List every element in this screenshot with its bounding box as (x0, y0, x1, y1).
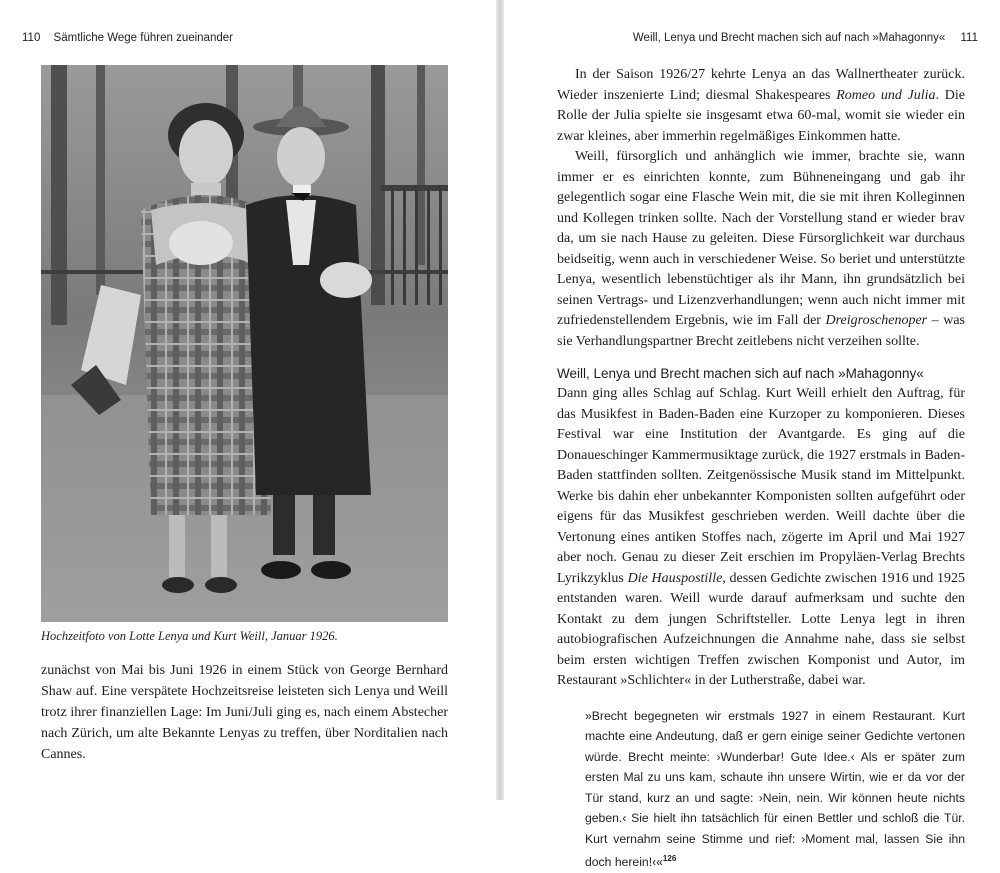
paragraph-2-text-a: Weill, fürsorglich und anhänglich wie immer, brachte sie, wann immer er es einrichten konnte, zum Bühneneingang und gab ihr gelegentlich sogar eine Flasche Wein mit, die sie mit ihren Kolleginnen und Kollegen trinken sollte. Nach der Vorstellung stand er wieder brav da, um sie nach Hause zu geleiten. Diese Fürsorglichkeit war durchaus beidseitig, wenn auch in verschiedener Weise. So beriet und unterstützte Lenya, wesentlich lebenstüchtiger als ihr Mann, ihn grundsätzlich bei seinen Vertrags- und Lizenzverhandlungen; wenn auch nicht immer mit zufriedenstellendem Ergebnis, wie im Fall der (557, 149, 965, 328)
right-running-title: Weill, Lenya und Brecht machen sich auf nach »Mahagonny« (632, 32, 946, 44)
paragraph-3-text-a: Dann ging alles Schlag auf Schlag. Kurt Weill erhielt den Auftrag, für das Musikfest in Baden-Baden eine Kurzoper zu komponieren. Dieses Festival war eine Institution der Avantgarde. Es ging auf die Donaueschinger Kammermusiktage zurück, die 1927 erstmals in Baden-Baden stattfinden sollten. Zeitgenössische Musik stand im Mittelpunkt. Werke bis dahin eher unbekannter Komponisten sollten aufgeführt oder eigens für das Musikfest geschrieben werden. Weill dachte über die Vertonung eines antiken Stoffes nach, zögerte im April und Mai 1927 aber noch. Genau zu dieser Zeit erschien im Propyläen-Verlag Brechts Lyrikzyklus (557, 386, 965, 586)
paragraph-3-text-b: , dessen Gedichte zwischen 1916 und 1925 entstanden waren. Weill wurde darauf aufmerksam und suchte den Kontakt zu dem jungen Schriftsteller. Lotte Lenya legt in ihren autobiografischen Aufzeichnungen die Annahme nahe, dass sie selbst beim ersten wichtigen Treffen zwischen Komponist und Autor, im Restaurant »Schlichter« in der Lutherstraße, dabei war. (557, 570, 965, 688)
paragraph-fuersorge (557, 147, 965, 352)
right-running-head (633, 32, 978, 44)
paragraph-2-text-b: – was sie Verhandlungspartner Brecht zeitlebens nicht verzeihen sollte. (557, 313, 965, 349)
left-running-title: Sämtliche Wege führen zueinander (53, 32, 233, 44)
book-gutter (496, 0, 504, 800)
photo-caption: Hochzeitfoto von Lotte Lenya und Kurt Weill, Januar 1926. (41, 629, 338, 643)
paragraph-3-work-title: Die Hauspostille (627, 570, 723, 586)
quote-text: »Brecht begegneten wir erstmals 1927 in einem Restaurant. Kurt machte eine Andeutung, daß er gern einige seiner Gedichte vertonen würde. Brecht meinte: ›Wunderbar! Gute Idee.‹ Als er später zum ersten Mal zu uns kam, schaute ihn unsere Wirtin, wie er da vor der Tür stand, kurz an und sagte: ›Nein, nein. Wir können heute nichts geben.‹ Sie hielt ihn tatsächlich für einen Bettler und schloß die Tür. Kurt vernahm seine Stimme und rief: ›Moment mal, lassen Sie ihn doch herein!‹« (585, 708, 965, 870)
right-page-number: 111 (960, 32, 978, 44)
paragraph-1-text-b: . Die Rolle der Julia spielte sie insgesamt etwa 60-mal, womit sie wieder ein zwar kleines, aber immerhin regelmäßiges Einkommen hatte. (557, 87, 966, 144)
block-quote (585, 706, 965, 873)
wedding-photo (41, 65, 448, 622)
right-page (504, 0, 1000, 870)
left-page (0, 0, 496, 800)
paragraph-1-text-a: In der Saison 1926/27 kehrte Lenya an das Wallnertheater zurück. Wieder inszenierte Lind; diesmal Shakespeares (557, 67, 965, 103)
section-heading: Weill, Lenya und Brecht machen sich auf nach »Mahagonny« (557, 366, 924, 381)
right-body-text (557, 65, 965, 873)
paragraph-saison (557, 65, 965, 147)
left-paragraph: zunächst von Mai bis Juni 1926 in einem Stück von George Bernhard Shaw auf. Eine verspätete Hochzeitsreise leisteten sich Lenya und Weill trotz ihrer finanziellen Lage: Im Juni/Juli ging es, nach einem Abstecher nach Zürich, um alte Bekannte Lenyas zu treffen, über Norditalien nach Cannes. (41, 663, 448, 762)
left-running-head (22, 32, 233, 44)
left-page-number: 110 (22, 32, 41, 44)
left-body-text (41, 660, 448, 765)
paragraph-2-work-title: Dreigroschenoper (825, 313, 928, 328)
paragraph-1-work-title: Romeo und Julia (836, 87, 936, 103)
paragraph-auftrag (557, 384, 965, 692)
footnote-reference[interactable]: 126 (662, 854, 677, 863)
